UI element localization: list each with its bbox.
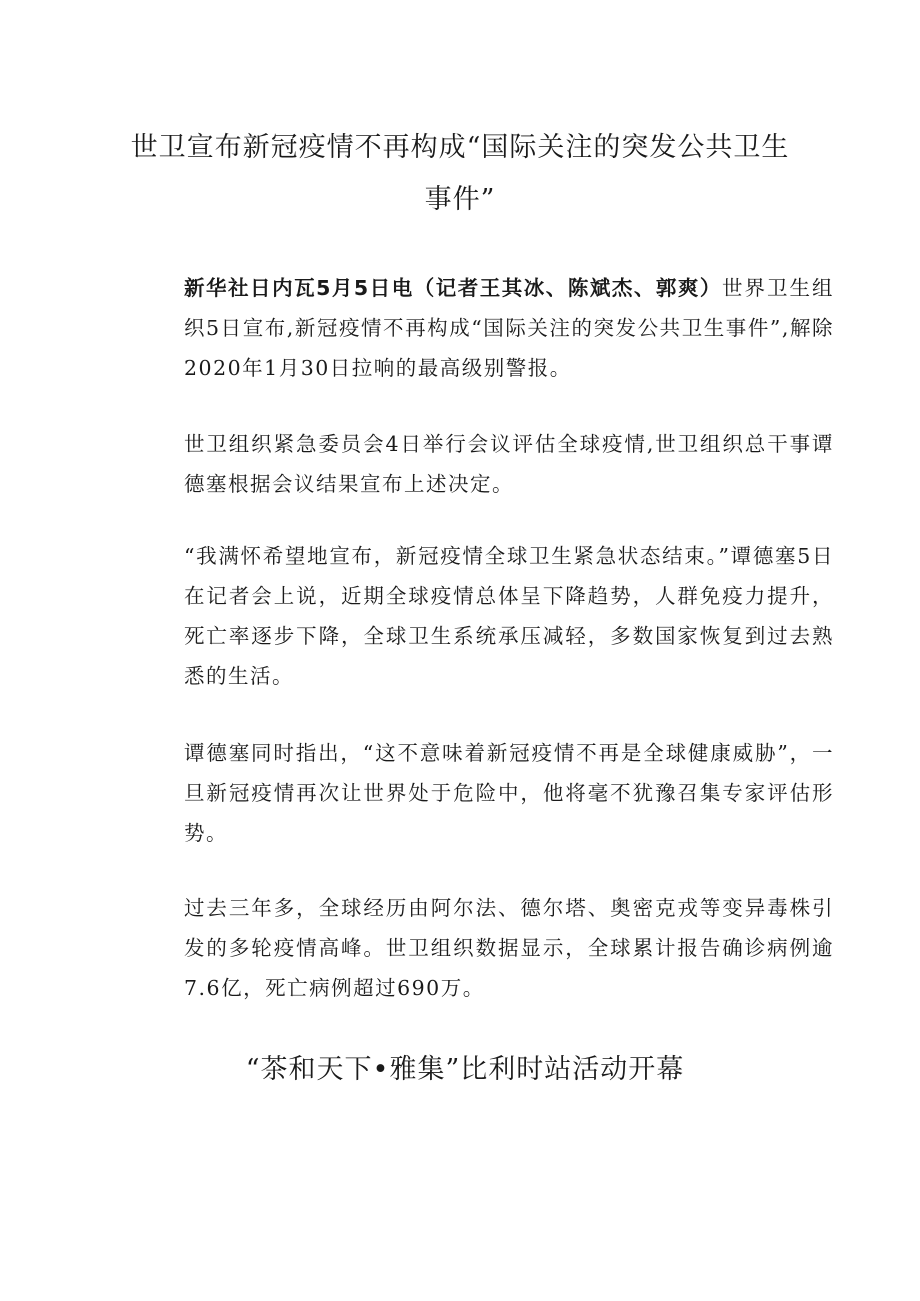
next-article-title: “茶和天下•雅集”比利时站活动开幕 <box>245 1054 685 1085</box>
paragraph-1-text: 世界卫生组织5日宣布,新冠疫情不再构成“国际关注的突发公共卫生事件”,解除2020年1月30日拉响的最高级别警报。 <box>184 276 835 380</box>
article-paragraph-2: 世卫组织紧急委员会4日举行会议评估全球疫情,世卫组织总干事谭德塞根据会议结果宣布上述决定。 <box>184 432 834 496</box>
dateline: 新华社日内瓦5月5日电（记者王其冰、陈斌杰、郭爽） <box>184 276 722 300</box>
article-paragraph-4: 谭德塞同时指出，“这不意味着新冠疫情不再是全球健康威胁”，一旦新冠疫情再次让世界处于危险中，他将毫不犹豫召集专家评估形势。 <box>184 741 834 845</box>
article-title: 世卫宣布新冠疫情不再构成“国际关注的突发公共卫生事件” <box>130 132 790 215</box>
article-paragraph-3: “我满怀希望地宣布，新冠疫情全球卫生紧急状态结束。”谭德塞5日在记者会上说，近期全球疫情总体呈下降趋势，人群免疫力提升，死亡率逐步下降，全球卫生系统承压减轻，多数国家恢复到过去熟悉的生活。 <box>184 544 834 688</box>
article-paragraph-5: 过去三年多，全球经历由阿尔法、德尔塔、奥密克戎等变异毒株引发的多轮疫情高峰。世卫组织数据显示，全球累计报告确诊病例逾7.6亿，死亡病例超过690万。 <box>184 896 834 1000</box>
article-paragraph-1 <box>140 268 834 388</box>
